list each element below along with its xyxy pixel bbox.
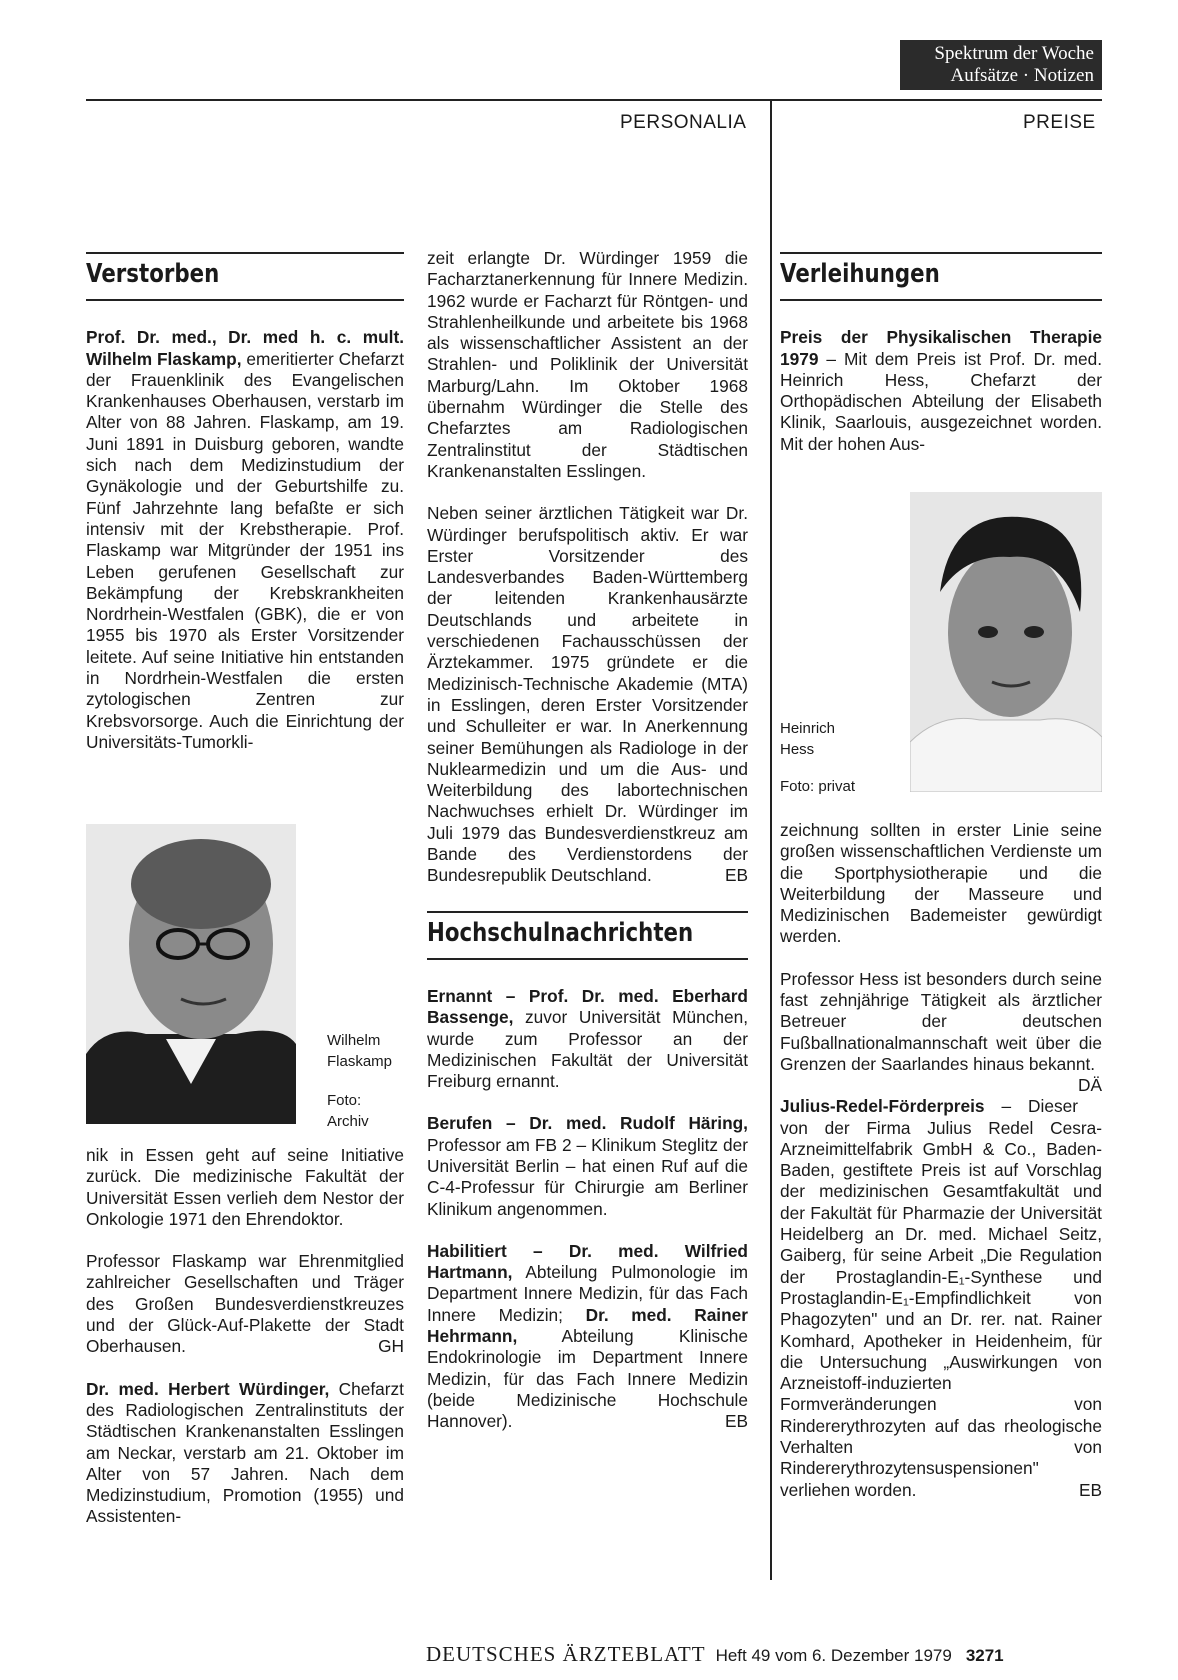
heading-hochschulnachrichten: Hochschulnachrichten bbox=[427, 917, 694, 948]
signature-eb-3: EB bbox=[1078, 1479, 1102, 1500]
obituary-flaskamp-text: emeritierter Chefarzt der Frauenklinik des Evangelischen Krankenhauses Oberhausen, verstarb im Alter von 88 Jahren. Flaskamp, am 19. Juni 1891 in Duisburg geboren, wandte sich nach dem Medizinstudium der Gynäkologie und der Geburtshilfe zu. Fünf Jahrzehnte lang befaßte er sich intensiv mit der Krebstherapie. Prof. Flaskamp war Mitgründer der 1951 ins Leben gerufenen Gesellschaft zur Bekämpfung der Krebskrankheiten Nordrhein-Westfalen (GBK), die er von 1955 bis 1970 als Erster Vorsitzender leitete. Auf seine Initiative hin entstanden in Nordrhein-Westfalen die ersten zytologischen Zentren zur Krebsvorsorge. Auch die Einrichtung der Universitäts-Tumorkli- bbox=[86, 348, 404, 752]
berufen-label: Berufen – Dr. med. Rudolf Häring, bbox=[427, 1113, 748, 1134]
caption-flaskamp-foto-1: Foto: bbox=[327, 1092, 362, 1109]
award-physikalische-therapie-text: – Mit dem Preis ist Prof. Dr. med. Heinrich Hess, Chefarzt der Orthopädischen Abteilung der Elisabeth Klinik, Saarlouis, ausgezeichnet worden. Mit der hohen Aus- bbox=[780, 348, 1102, 454]
caption-hess-foto: Foto: privat bbox=[780, 778, 856, 795]
badge-line-2: Aufsätze · Notizen bbox=[950, 65, 1094, 86]
portrait-flaskamp-svg bbox=[86, 824, 296, 1124]
signature-gh: GH bbox=[378, 1336, 404, 1357]
wuerdinger-politics-text: Neben seiner ärztlichen Tätigkeit war Dr. Würdinger berufspolitisch aktiv. Er war Erster Vorsitzender des Landesverbandes Baden-Württemberg der leitenden Krankenhausärzte Deutschlands und arbeitete in verschiedenen Fachausschüssen der Ärztekammer. 1975 gründete er die Medizinisch-Technische Akademie (MTA) in Esslingen, deren Erster Vorsitzender und Schulleiter er war. In Anerkennung seiner Bemühungen als Radiologe in der Nuklearmedizin und um die Aus- und Weiterbildung des labortechnischen Nachwuchses erhielt Dr. Würdinger im Juli 1979 das Bundesverdienstkreuz am Bande des Verdienstordens der Bundesrepublik Deutschland. bbox=[427, 503, 748, 886]
ernannt-text: zuvor Universität München, wurde zum Professor an der Medizinischen Fakultät der Universität Freiburg ernannt. bbox=[427, 1007, 748, 1092]
wuerdinger-career: zeit erlangte Dr. Würdinger 1959 die Facharztanerkennung für Innere Medizin. 1962 wurde er Facharzt für Röntgen- und Strahlenheilkunde und arbeitete bis 1968 als wissenschaftlicher Assistent an der Strahlen- und Poliklinik der Universität Marburg/Lahn. Im Oktober 1968 übernahm Würdinger die Stelle des Chefarztes am Radiologischen Zentralinstitut der Städtischen Krankenanstalten Esslingen. bbox=[427, 248, 748, 481]
section-badge bbox=[900, 40, 1102, 90]
photo-heinrich-hess bbox=[910, 492, 1102, 792]
obituary-flaskamp-honors bbox=[86, 1251, 404, 1357]
caption-flaskamp-name-1: Wilhelm bbox=[327, 1032, 381, 1049]
heading-verleihungen: Verleihungen bbox=[780, 259, 940, 289]
caption-flaskamp bbox=[327, 1030, 392, 1132]
obituary-wuerdinger-text: Chefarzt des Radiologischen Zentralinstituts der Städtischen Krankenanstalten Esslingen am Neckar, verstarb am 21. Oktober im Alter von 57 Jahren. Nach dem Medizinstudium, Promotion (1955) und Assistenten- bbox=[86, 1378, 404, 1527]
column-1-top bbox=[86, 252, 404, 774]
award-name-julius-redel: Julius-Redel-Förderpreis bbox=[780, 1096, 985, 1117]
heading-block-verstorben bbox=[86, 252, 404, 301]
award-julius-redel-text: – Dieser von der Firma Julius Redel Cesra-Arzneimittelfabrik GmbH & Co., Baden-Baden, gestiftete Preis ist auf Vorschlag der medizinischen Gesamtfakultät und der Fakultät für Pharmazie der Universität Heidelberg an Dr. med. Michael Seitz, Gaiberg, für seine Arbeit „Die Regulation der Prostaglandin-E₁-Synthese und Prostaglandin-E₁-Empfindlichkeit von Phagozyten" und an Dr. rer. nat. Rainer Komhard, Apotheker in Heidenheim, für die Untersuchung „Auswirkungen von Arzneistoff-induzierten Formveränderungen von Rindererythrozyten auf das rheologische Verhalten von Rindererythrozytensuspensionen" verliehen worden. bbox=[780, 1096, 1102, 1500]
berufen-text: Professor am FB 2 – Klinikum Steglitz der Universität Berlin – hat einen Ruf auf die C-4-Professur für Chirurgie am Berliner Klinikum angenommen. bbox=[427, 1134, 748, 1219]
column-3-bottom bbox=[780, 820, 1102, 1522]
caption-flaskamp-name-2: Flaskamp bbox=[327, 1053, 393, 1070]
award-physikalische-therapie bbox=[780, 327, 1102, 455]
habilitiert-text-1: Abteilung Pulmonologie im Department Innere Medizin, für das Fach Innere Medizin; bbox=[427, 1262, 748, 1325]
habilitiert-label-2: Dr. med. Rainer Hehrmann, bbox=[427, 1304, 749, 1347]
signature-dae: DÄ bbox=[1077, 1075, 1102, 1096]
hess-fussball bbox=[780, 968, 1102, 1096]
heading-block-hochschulnachrichten bbox=[427, 911, 748, 960]
heading-verstorben: Verstorben bbox=[86, 259, 220, 289]
obituary-flaskamp-continued: nik in Essen geht auf seine Initiative zurück. Die medizinische Fakultät der Universität Essen verlieh dem Nestor der Onkologie 1971 den Ehrendoktor. bbox=[86, 1145, 404, 1229]
habilitiert-text-2: Abteilung Klinische Endokrinologie im Department Innere Medizin, für das Fach Innere Medizin (beide Medizinische Hochschule Hannover). bbox=[427, 1326, 748, 1432]
habilitiert-label: Habilitiert – Dr. med. Wilfried Hartmann, bbox=[427, 1240, 748, 1283]
caption-hess-name-1: Heinrich bbox=[780, 720, 836, 737]
caption-hess-name-2: Hess bbox=[780, 741, 815, 758]
obituary-flaskamp bbox=[86, 327, 404, 753]
section-label-personalia: PERSONALIA bbox=[620, 112, 747, 133]
column-2 bbox=[427, 248, 748, 1454]
name-flaskamp: Prof. Dr. med., Dr. med h. c. mult. Wilhelm Flaskamp, bbox=[86, 327, 404, 369]
wuerdinger-politics bbox=[427, 503, 748, 886]
hess-fussball-text: Professor Hess ist besonders durch seine fast zehnjährige Tätigkeit als ärztlicher Betreuer der deutschen Fußballnationalmannschaft weit über die Grenzen der Saarlandes hinaus bekannt. bbox=[780, 968, 1102, 1074]
award-physikalische-therapie-continued: zeichnung sollten in erster Linie seine großen wissenschaftlichen Verdienste um die Sportphysiotherapie und die Weiterbildung der Masseure und Medizinischen Bademeister gewürdigt werden. bbox=[780, 820, 1102, 947]
header-rule bbox=[86, 99, 1102, 101]
section-label-preise: PREISE bbox=[1023, 112, 1096, 133]
portrait-hess-svg bbox=[910, 492, 1102, 792]
award-julius-redel bbox=[780, 1096, 1102, 1501]
column-3-top bbox=[780, 252, 1102, 476]
news-habilitiert bbox=[427, 1241, 748, 1433]
issue-info: Heft 49 vom 6. Dezember 1979 bbox=[715, 1646, 952, 1665]
news-ernannt bbox=[427, 986, 748, 1092]
page-footer bbox=[426, 1642, 1004, 1667]
heading-block-verleihungen bbox=[780, 252, 1102, 301]
column-1-bottom bbox=[86, 1145, 404, 1549]
signature-eb-2: EB bbox=[724, 1411, 748, 1432]
ernannt-label: Ernannt – Prof. Dr. med. Eberhard Bassenge, bbox=[427, 985, 748, 1028]
honors-text: Professor Flaskamp war Ehrenmitglied zahlreicher Gesellschaften und Träger des Großen Bundesverdienstkreuzes und der Glück-Auf-Plakette der Stadt Oberhausen. bbox=[86, 1251, 404, 1357]
photo-wilhelm-flaskamp bbox=[86, 824, 296, 1124]
signature-eb-1: EB bbox=[724, 865, 748, 886]
name-wuerdinger: Dr. med. Herbert Würdinger, bbox=[86, 1378, 330, 1399]
badge-line-1: Spektrum der Woche bbox=[934, 43, 1094, 64]
caption-flaskamp-foto-2: Archiv bbox=[327, 1113, 369, 1130]
column-divider bbox=[770, 100, 772, 1580]
page-number: 3271 bbox=[965, 1646, 1004, 1665]
award-name-physikalische-therapie: Preis der Physikalischen Therapie 1979 bbox=[780, 327, 1102, 369]
news-berufen bbox=[427, 1113, 748, 1219]
caption-hess bbox=[780, 718, 855, 797]
journal-name: DEUTSCHES ÄRZTEBLATT bbox=[426, 1642, 706, 1666]
obituary-wuerdinger bbox=[86, 1379, 404, 1528]
